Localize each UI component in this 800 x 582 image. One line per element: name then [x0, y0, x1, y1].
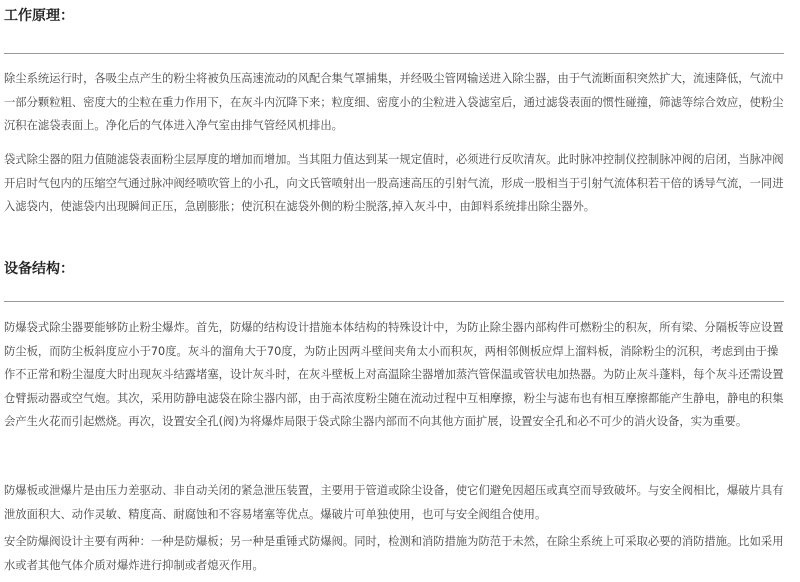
paragraph-dust-collection-process: 除尘系统运行时，各吸尘点产生的粉尘将被负压高速流动的风配合集气罩捕集，并经吸尘管网输送进入除尘器，由于气流断面积突然扩大，流速降低，气流中一部分颗粒粗、密度大的尘粒在重力作用下，在灰斗内沉降下来；粒度细、密度小的尘粒进入袋滤室后，通过滤袋表面的惯性碰撞，筛滤等综合效应，使粉尘沉积在滤袋表面上。净化后的气体进入净气室由排气管经风机排出。	[4, 72, 784, 133]
section-heading-working-principle: 工作原理：	[4, 8, 74, 24]
section-divider	[4, 301, 784, 302]
paragraph-explosion-proof-design: 防爆袋式除尘器要能够防止粉尘爆炸。首先，防爆的结构设计措施本体结构的特殊设计中，为防止除尘器内部构件可燃粉尘的积灰，所有梁、分隔板等应设置防尘板，而防尘板斜度应小于70度。灰斗的溜角大于70度，为防止因两斗壁间夹角太小而积灰，两相邻侧板应焊上溜料板，消除粉尘的沉积，考虑到由于操作不正常和粉尘湿度大时出现灰斗结露堵塞，设计灰斗时，在灰斗壁板上对高温除尘器增加蒸汽管保温或管状电加热器。为防止灰斗蓬料，每个灰斗还需设置仓臂振动器或空气炮。其次，采用防静电滤袋在除尘器内部，由于高浓度粉尘随在流动过程中互相摩擦，粉尘与滤布也有相互摩擦都能产生静电，静电的积集会产生火花而引起燃烧。再次，设置安全孔(阀)为将爆炸局限于袋式除尘器内部而不向其他方面扩展，设置安全孔和必不可少的消火设备，实为重要。	[4, 321, 784, 429]
paragraph-pulse-cleaning: 袋式除尘器的阻力值随滤袋表面粉尘层厚度的增加而增加。当其阻力值达到某一规定值时，必须进行反吹清灰。此时脉冲控制仪控制脉冲阀的启闭，当脉冲阀开启时气包内的压缩空气通过脉冲阀经喷吹管上的小孔，向文氏管喷射出一股高速高压的引射气流，形成一股相当于引射气流体积若干倍的诱导气流，一同进入滤袋内，使滤袋内出现瞬间正压，急剧膨胀；使沉积在滤袋外侧的粉尘脱落,掉入灰斗中，由卸料系统排出除尘器外。	[4, 153, 784, 214]
paragraph-rupture-disc: 防爆板或泄爆片是由压力差驱动、非自动关闭的紧急泄压装置，主要用于管道或除尘设备，使它们避免因超压或真空而导致破坏。与安全阀相比，爆破片具有泄放面积大、动作灵敏、精度高、耐腐蚀和不容易堵塞等优点。爆破片可单独使用，也可与安全阀组合使用。	[4, 484, 784, 521]
section-divider	[4, 53, 784, 54]
paragraph-explosion-valve-types: 安全防爆阀设计主要有两种：一种是防爆板；另一种是重锤式防爆阀。同时，检测和消防措施为防范于未然，在除尘系统上可采取必要的消防措施。比如采用水或者其他气体介质对爆炸进行抑制或者熄灭作用。	[4, 535, 784, 572]
section-heading-equipment-structure: 设备结构：	[4, 261, 74, 277]
